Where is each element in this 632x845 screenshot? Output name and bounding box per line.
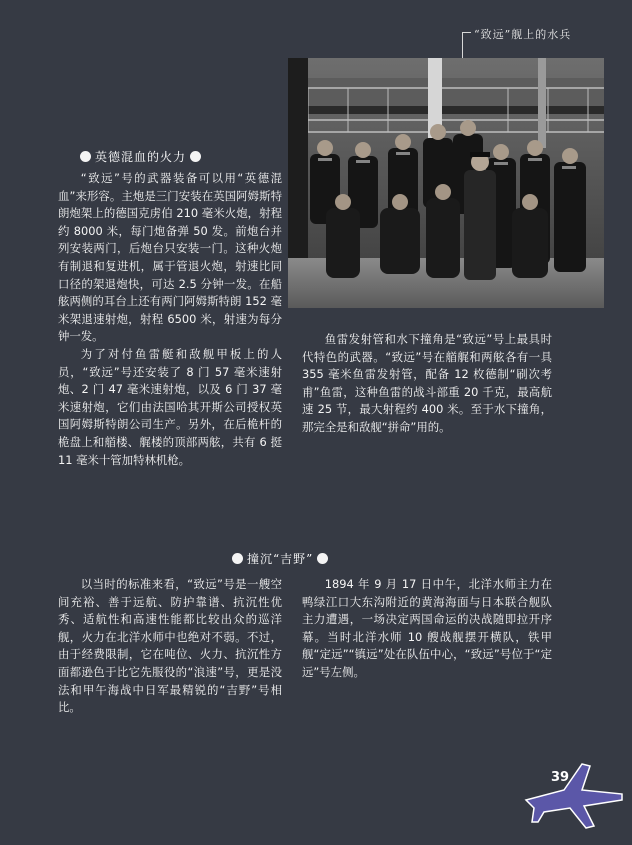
- page-number: 39: [551, 770, 570, 785]
- page-badge: [524, 760, 624, 830]
- paragraph: 1894 年 9 月 17 日中午，北洋水师主力在鸭绿江口大东沟附近的黄海海面与日本联合舰队主力遭遇，一场决定两国命运的决战随即拉开序幕。当时北洋水师 10 艘战舰摆开横队，铁甲舰“定远”“镇远”处在队伍中心，“致远”号位于“定远”号左侧。: [302, 577, 552, 679]
- section1-left-column: [58, 170, 282, 469]
- paragraph: 以当时的标准来看，“致远”号是一艘空间充裕、善于远航、防护靠谱、抗沉性优秀、适航性和高速性能都比较出众的巡洋舰，火力在北洋水师中也绝对不弱。不过，由于经费限制，它在吨位、火力、抗沉性方面都逊色于比它先服役的“浪速”号，更是没法和甲午海战中日军最精锐的“吉野”号相比。: [58, 577, 282, 715]
- photo-caption: “致远”舰上的水兵: [474, 28, 572, 41]
- paragraph: 鱼雷发射管和水下撞角是“致远”号上最具时代特色的武器。“致远”号在艏艉和两舷各有一具 355 毫米鱼雷发射管，配备 12 枚德制“刷次考甫”鱼雷，这种鱼雷的战斗部重 20 千克，最高航速 25 节，最大射程约 400 米。至于水下撞角，那完全是和敌舰“拼命”用的。: [302, 332, 552, 434]
- jet-icon: [524, 760, 624, 830]
- section2-right-column: [302, 576, 552, 682]
- section2-left-column: [58, 576, 282, 717]
- section-heading-ramming: [232, 550, 328, 567]
- caption-leader-line: [462, 32, 471, 59]
- bullet-dot-icon: [190, 151, 201, 162]
- section-heading-text: 撞沉“吉野”: [247, 552, 314, 566]
- bullet-dot-icon: [317, 553, 328, 564]
- sailors-photo: [288, 58, 604, 308]
- section-heading-firepower: [80, 148, 201, 165]
- bullet-dot-icon: [232, 553, 243, 564]
- paragraph: “致远”号的武器装备可以用“英德混血”来形容。主炮是三门安装在英国阿姆斯特朗炮架上的德国克虏伯 210 毫米火炮，射程约 8000 米，每门炮备弹 50 发。前炮台并列安装两门，后炮台只安装一门。这种火炮有制退和复进机，属于管退火炮，射速比同口径的架退炮快，可达 2.5 分钟一发。在船舷两侧的耳台上还有两门阿姆斯特朗 152 毫米架退速射炮，射程 6500 米，射速为每分钟一发。: [58, 171, 282, 344]
- bullet-dot-icon: [80, 151, 91, 162]
- paragraph: 为了对付鱼雷艇和敌舰甲板上的人员，“致远”号还安装了 8 门 57 毫米速射炮、2 门 47 毫米速射炮，以及 6 门 37 毫米速射炮，它们由法国哈其开斯公司授权英国阿姆斯特朗公司生产。另外，在后桅杆的桅盘上和艏楼、艉楼的顶部两舷，共有 6 挺 11 毫米十管加特林机枪。: [58, 346, 282, 467]
- section-heading-text: 英德混血的火力: [95, 150, 187, 164]
- section1-right-column: [302, 331, 552, 437]
